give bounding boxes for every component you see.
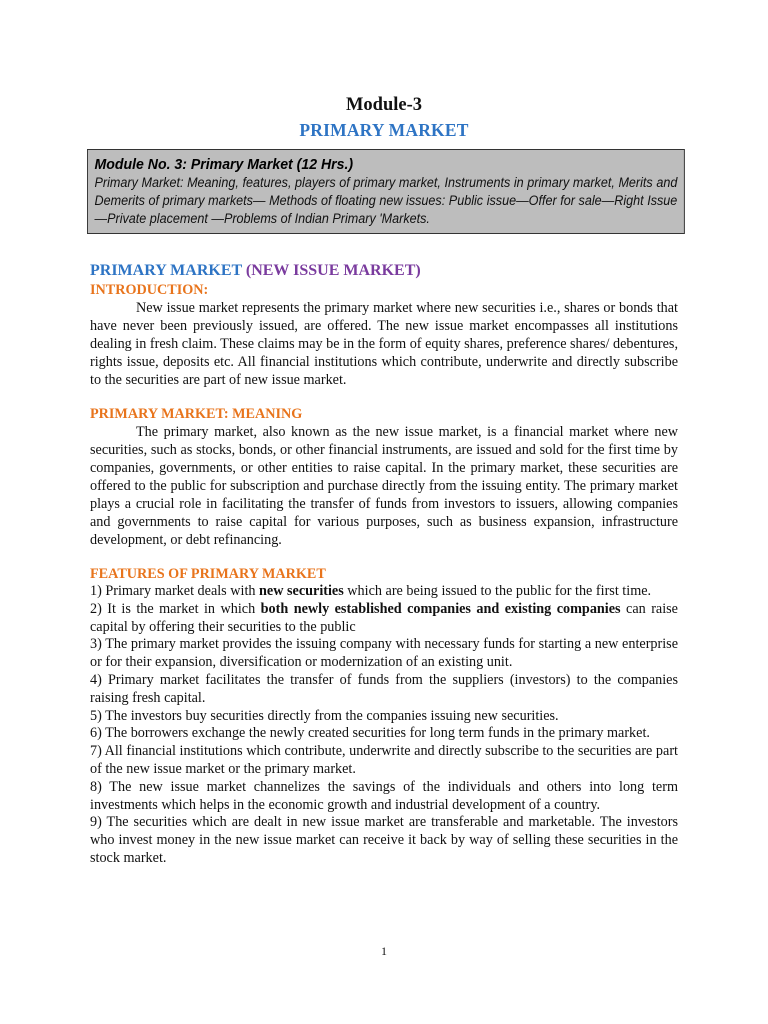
meaning-paragraph: The primary market, also known as the new issue market, is a financial market where new securities, such as stocks, bonds, or other financial instruments, are issued and sold for the first time by companies, governments, or other entities to raise capital. In the primary market, these securities are offered to the public for subscription and purchase directly from the issuing entity. The primary market plays a crucial role in facilitating the transfer of funds from investors to issuers, allowing companies and governments to raise capital for various purposes, such as business expansion, infrastructure development, or debt refinancing. (90, 424, 678, 548)
module-subtitle: PRIMARY MARKET (299, 120, 469, 140)
feature-item: 4) Primary market facilitates the transfer of funds from the suppliers (investors) to the companies raising fresh capital. (90, 671, 678, 706)
feature-item: 3) The primary market provides the issuing company with necessary funds for starting a new enterprise or for their expansion, diversification or modernization of an existing unit. (90, 636, 678, 671)
features-list (90, 583, 678, 868)
introduction-paragraph: New issue market represents the primary market where new securities i.e., shares or bonds that have never been previously issued, are offered. The new issue market encompasses all institutions dealing in fresh claim. These claims may be in the form of equity shares, preference shares/ debentures, rights issue, deposits etc. All financial institutions which contribute, underwrite and directly subscribe to the securities are part of new issue market. (90, 300, 678, 388)
document-page (90, 94, 678, 868)
feature-item: 6) The borrowers exchange the newly created securities for long term funds in the primary market. (90, 725, 650, 742)
feature-item: 1) Primary market deals with new securities which are being issued to the public for the first time. (90, 583, 652, 599)
feature-item: 2) It is the market in which both newly established companies and existing companies can raise capital by offering their securities to the public (90, 600, 678, 635)
features-heading: FEATURES OF PRIMARY MARKET (90, 566, 326, 582)
syllabus-body: Primary Market: Meaning, features, players of primary market, Instruments in primary market, Merits and Demerits of primary markets— Methods of floating new issues: Public issue—Offer for sale—Right Issue—Private placement —Problems of Indian Primary 'Markets. (94, 175, 678, 226)
feature-item: 9) The securities which are dealt in new issue market are transferable and marketable. The investors who invest money in the new issue market can receive it back by way of selling these securities in the stock market. (90, 814, 678, 866)
page-number: 1 (381, 944, 387, 958)
syllabus-heading: Module No. 3: Primary Market (12 Hrs.) (94, 156, 354, 173)
section-heading (90, 261, 678, 281)
feature-item: 5) The investors buy securities directly from the companies issuing new securities. (90, 707, 559, 724)
feature-item: 7) All financial institutions which contribute, underwrite and directly subscribe to the securities are part of the new issue market or the primary market. (90, 743, 678, 777)
section-heading-main: PRIMARY MARKET (90, 262, 246, 279)
section-heading-sub: (NEW ISSUE MARKET) (245, 262, 421, 279)
feature-item: 8) The new issue market channelizes the savings of the individuals and others into long term investments which helps in the economic growth and industrial development of a country. (90, 778, 678, 813)
meaning-heading: PRIMARY MARKET: MEANING (90, 406, 303, 422)
syllabus-box (87, 149, 685, 234)
module-title: Module-3 (345, 95, 423, 115)
introduction-heading: INTRODUCTION: (90, 282, 209, 298)
